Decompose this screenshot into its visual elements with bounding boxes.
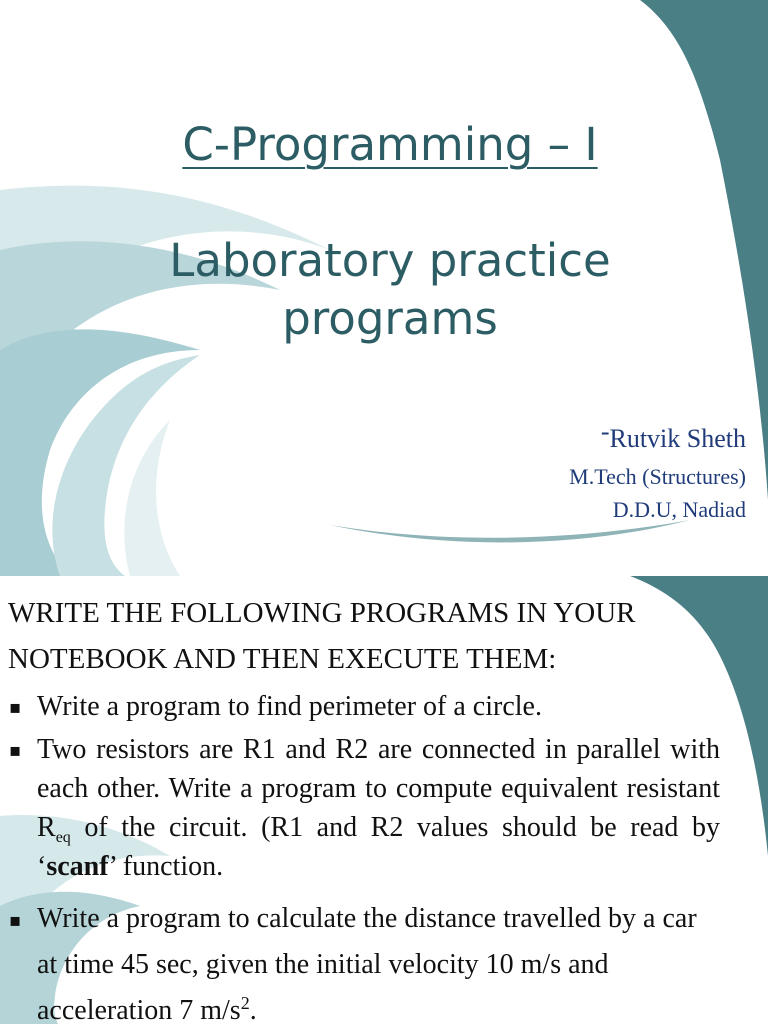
bullet-text: Two resistors are R1 and R2 are connected in parallel with each other. Write a program to compute equivalent resistant R bbox=[37, 734, 720, 843]
subtitle-line-2: programs bbox=[282, 292, 498, 345]
scanf-keyword: scanf bbox=[46, 851, 109, 882]
bullet-square-icon: ▪ bbox=[9, 740, 22, 761]
bullet-text: Write a program to find perimeter of a circle. bbox=[37, 691, 542, 722]
slide-title: C-Programming – I bbox=[182, 118, 598, 171]
author-name-text: Rutvik Sheth bbox=[609, 424, 746, 453]
subscript-eq: eq bbox=[55, 829, 71, 846]
superscript-2: 2 bbox=[240, 993, 250, 1013]
swirl-pale-band bbox=[124, 420, 180, 576]
bullet-text: Write a program to calculate the distance travelled by a car at time 45 sec, given the initial velocity 10 m/s and acceleration 7 m/s bbox=[37, 903, 697, 1024]
slide-subtitle bbox=[0, 232, 768, 348]
program-list bbox=[0, 686, 730, 1024]
bullet-square-icon: ▪ bbox=[9, 697, 22, 718]
list-item bbox=[0, 730, 730, 886]
author-degree: M.Tech (Structures) bbox=[569, 464, 746, 489]
underline-stroke bbox=[330, 520, 690, 542]
heading-line-1: WRITE THE FOLLOWING PROGRAMS IN YOUR bbox=[8, 597, 636, 629]
bullet-text-end: ’ function. bbox=[108, 851, 224, 882]
bullet-square-icon: ▪ bbox=[9, 910, 22, 931]
author-dash: - bbox=[600, 417, 610, 446]
slide-heading bbox=[8, 590, 728, 682]
bullet-text-end: . bbox=[249, 995, 257, 1024]
list-item bbox=[0, 686, 730, 728]
heading-line-2: NOTEBOOK AND THEN EXECUTE THEM: bbox=[8, 643, 557, 675]
list-item bbox=[0, 896, 730, 1024]
content-slide bbox=[0, 576, 768, 1024]
bullet-text-cont: of the circuit. (R1 and R2 values should be read by ‘ bbox=[37, 812, 720, 882]
subtitle-line-1: Laboratory practice bbox=[169, 234, 611, 287]
author-institution: D.D.U, Nadiad bbox=[612, 497, 746, 522]
author-name bbox=[600, 417, 746, 454]
